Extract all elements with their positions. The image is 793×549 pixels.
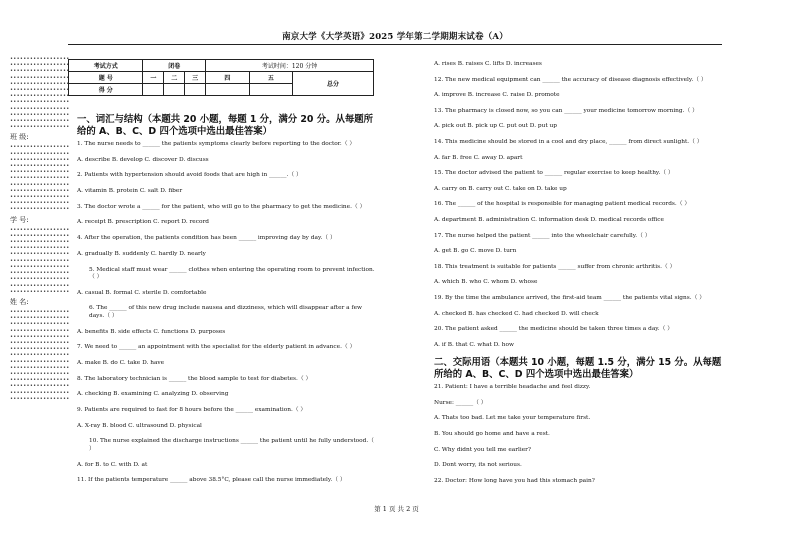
question-text: 11. If the patients temperature ______ above 38.5°C, please call the nurse immediately.（ ） (77, 477, 346, 484)
right-column (434, 61, 730, 493)
question-options: A. pick out B. pick up C. put out D. put up (434, 123, 557, 130)
score-cell (206, 84, 249, 96)
binding-dots: •••••••••••••••••• •••••••••••••••••• •••••••••••••••••• •••••••••••••••••• •••••••••••••••••• •••••••••••••••••• •••••••••••••••••• •••••••••••••••••• •••••••••••••••••• •••••••••••••••••• •••••••••••••••••• •••••••••••••••••• (10, 56, 70, 131)
question-options: A. X-ray B. blood C. ultrasound D. physical (77, 422, 202, 429)
question-text: 16. The ______ of the hospital is responsible for managing patient medical records.（ ） (434, 201, 691, 208)
question-text: 18. This treatment is suitable for patients ______ suffer from chronic arthritis.（ ） (434, 263, 676, 270)
question-text: 7. We need to ______ an appointment with the specialist for the elderly patient in advance.（ ） (77, 344, 356, 351)
question-text: 8. The laboratory technician is ______ the blood sample to test for diabetes.（ ） (77, 375, 312, 382)
exam-method-label: 考试方式 (69, 60, 143, 72)
question-options: A. department B. administration C. information desk D. medical records office (434, 216, 664, 223)
total-score-label: 总分 (293, 72, 374, 96)
binding-dots: •••••••••••••••••• •••••••••••••••••• •••••••••••••••••• •••••••••••••••••• •••••••••••••••••• •••••••••••••••••• •••••••••••••••••• •••••••••••••••••• •••••••••••••••••• •••••••••••••••••• •••••••••••••••••• (10, 144, 70, 213)
question-col: 五 (249, 72, 292, 84)
id-label: 学 号: (10, 215, 29, 224)
question-text: 3. The doctor wrote a ______ for the patient, who will go to the pharmacy to get the medicine.（ ） (77, 203, 366, 210)
question-options: A. gradually B. suddenly C. hardly D. nearly (77, 250, 206, 257)
dialogue-line: 21. Patient: I have a terrible headache and feel dizzy. (434, 384, 591, 391)
question-text: 20. The patient asked ______ the medicine should be taken three times a day.（ ） (434, 326, 674, 333)
question-options: A. carry on B. carry out C. take on D. take up (434, 185, 567, 192)
question-text: 5. Medical staff must wear ______ clothes when entering the operating room to prevent infection.（ ） (89, 266, 375, 280)
left-column (77, 114, 377, 493)
page-title: 南京大学《大学英语》2025 学年第二学期期末试卷（A） (282, 32, 508, 42)
question-col: 一 (143, 72, 164, 84)
score-label: 得 分 (69, 84, 143, 96)
page-footer: 第 1 页 共 2 页 (374, 505, 419, 513)
exam-method-value: 闭卷 (143, 60, 206, 72)
question-text: 4. After the operation, the patients condition has been ______ improving day by day.（ ） (77, 235, 336, 242)
binding-dots: •••••••••••••••••• •••••••••••••••••• •••••••••••••••••• •••••••••••••••••• •••••••••••••••••• •••••••••••••••••• •••••••••••••••••• •••••••••••••••••• •••••••••••••••••• •••••••••••••••••• •••••••••••••••••• •••••••••••••••••• •••••••••••••••••• •••••••••••••••••• •••••••••••••••••• (10, 308, 70, 402)
score-cell (143, 84, 164, 96)
question-text: 13. The pharmacy is closed now, so you can ______ your medicine tomorrow morning.（ ） (434, 107, 698, 114)
section-2-heading: 二、交际用语（本题共 10 小题，每题 1.5 分，满分 15 分。从每题所给的 A、B、C、D 四个选项中选出最佳答案） (434, 357, 722, 381)
binding-dots: •••••••••••••••••• •••••••••••••••••• •••••••••••••••••• •••••••••••••••••• •••••••••••••••••• •••••••••••••••••• •••••••••••••••••• •••••••••••••••••• •••••••••••••••••• •••••••••••••••••• •••••••••••••••••• (10, 226, 70, 295)
question-text: 2. Patients with hypertension should avoid foods that are high in ______.（ ） (77, 172, 302, 179)
question-options: A. checked B. has checked C. had checked D. will check (434, 310, 599, 317)
question-col: 二 (164, 72, 185, 84)
score-cell (185, 84, 206, 96)
question-options: A. receipt B. prescription C. report D. record (77, 219, 209, 226)
question-options: A. improve B. increase C. raise D. promote (434, 92, 560, 99)
question-text: 12. The new medical equipment can ______ the accuracy of disease diagnosis effectively.（ ） (434, 76, 707, 83)
dialogue-line: C. Why didnt you tell me earlier? (434, 446, 532, 453)
question-text: 9. Patients are required to fast for 8 hours before the ______ examination.（ ） (77, 407, 307, 413)
question-options: A. far B. free C. away D. apart (434, 154, 523, 161)
question-options: A. casual B. formal C. sterile D. comfortable (77, 289, 207, 296)
question-text: 10. The nurse explained the discharge instructions ______ the patient until he fully understood.（ ） (89, 438, 374, 452)
question-text: 6. The ______ of this new drug include nausea and dizziness, which will disappear after a few days.（ ） (89, 305, 362, 319)
question-options: A. make B. do C. take D. have (77, 359, 165, 366)
score-table (68, 59, 374, 96)
question-number-label: 题 号 (69, 72, 143, 84)
question-text: 14. This medicine should be stored in a cool and dry place, ______ from direct sunlight.（ ） (434, 138, 703, 145)
question-options: A. if B. that C. what D. how (434, 341, 514, 348)
dialogue-line: D. Dont worry, its not serious. (434, 462, 522, 469)
dialogue-line: A. Thats too bad. Let me take your temperature first. (434, 415, 591, 422)
score-cell (249, 84, 292, 96)
question-col: 四 (206, 72, 249, 84)
top-rule (68, 44, 722, 45)
name-label: 姓 名: (10, 297, 29, 306)
question-col: 三 (185, 72, 206, 84)
question-text: 15. The doctor advised the patient to ______ regular exercise to keep healthy.（ ） (434, 170, 674, 177)
question-text: 1. The nurse needs to ______ the patients symptoms clearly before reporting to the doctor.（ ） (77, 141, 356, 147)
dialogue-line: Nurse: ______（ ） (434, 399, 487, 406)
dialogue-line: B. You should go home and have a rest. (434, 431, 550, 438)
question-options: A. rises B. raises C. lifts D. increases (434, 61, 542, 67)
score-cell (164, 84, 185, 96)
section-1-heading: 一、词汇与结构（本题共 20 小题，每题 1 分，满分 20 分。从每题所给的 A、B、C、D 四个选项中选出最佳答案） (77, 114, 373, 137)
class-label: 班 级: (10, 133, 29, 142)
question-options: A. describe B. develop C. discover D. discuss (77, 156, 209, 163)
exam-time: 考试时间：120 分钟 (206, 60, 374, 72)
question-options: A. for B. to C. with D. at (77, 461, 148, 468)
question-text: 19. By the time the ambulance arrived, the first-aid team ______ the patients vital signs.（ ） (434, 294, 706, 301)
question-text: 17. The nurse helped the patient ______ into the wheelchair carefully.（ ） (434, 232, 651, 239)
sidebar-binding (10, 56, 70, 476)
question-options: A. benefits B. side effects C. functions D. purposes (77, 328, 226, 335)
question-options: A. checking B. examining C. analyzing D. observing (77, 391, 229, 398)
dialogue-line: 22. Doctor: How long have you had this stomach pain? (434, 477, 595, 484)
question-options: A. vitamin B. protein C. salt D. fiber (77, 188, 183, 195)
question-options: A. which B. who C. whom D. whose (434, 279, 538, 286)
question-options: A. get B. go C. move D. turn (434, 248, 517, 255)
